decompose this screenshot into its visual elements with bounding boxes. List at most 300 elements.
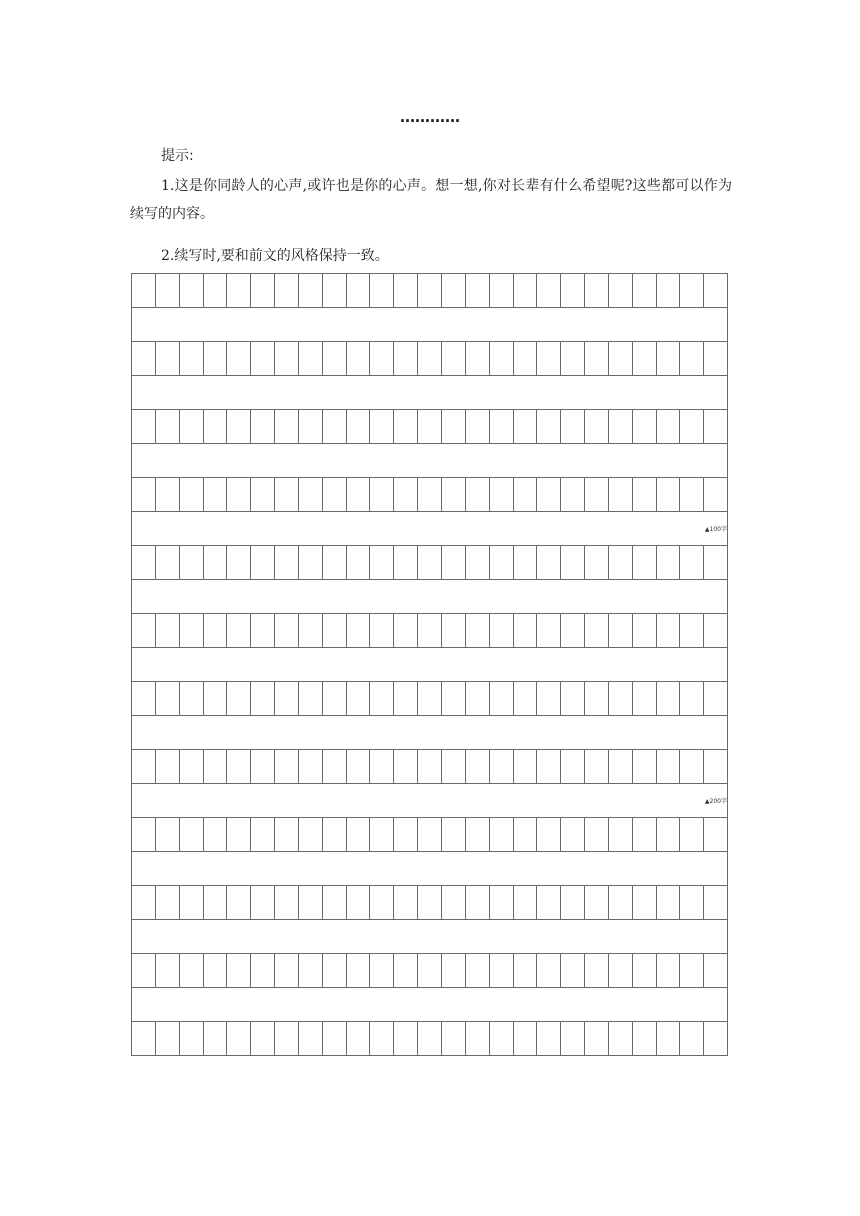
grid-cell[interactable] (275, 818, 299, 851)
grid-cell[interactable] (275, 682, 299, 715)
grid-cell[interactable] (132, 274, 156, 307)
grid-cell[interactable] (585, 750, 609, 783)
grid-cell[interactable] (299, 478, 323, 511)
grid-cell[interactable] (490, 614, 514, 647)
grid-cell[interactable] (704, 274, 728, 307)
grid-cell[interactable] (657, 954, 681, 987)
grid-cell[interactable] (418, 1022, 442, 1055)
grid-cell[interactable] (275, 342, 299, 375)
grid-cell[interactable] (680, 1022, 704, 1055)
grid-cell[interactable] (132, 954, 156, 987)
grid-cell[interactable] (180, 546, 204, 579)
grid-cell[interactable] (275, 886, 299, 919)
grid-cell[interactable] (347, 546, 371, 579)
grid-cell[interactable] (704, 478, 728, 511)
grid-cell[interactable] (370, 274, 394, 307)
grid-cell[interactable] (347, 750, 371, 783)
grid-cell[interactable] (418, 682, 442, 715)
grid-cell[interactable] (466, 546, 490, 579)
grid-cell[interactable] (561, 954, 585, 987)
grid-cell[interactable] (275, 478, 299, 511)
grid-cell[interactable] (609, 614, 633, 647)
grid-cell[interactable] (490, 818, 514, 851)
grid-cell[interactable] (370, 750, 394, 783)
grid-cell[interactable] (180, 614, 204, 647)
grid-cell[interactable] (347, 274, 371, 307)
grid-cell[interactable] (323, 954, 347, 987)
grid-cell[interactable] (418, 614, 442, 647)
grid-cell[interactable] (585, 546, 609, 579)
grid-cell[interactable] (466, 682, 490, 715)
grid-cell[interactable] (561, 342, 585, 375)
grid-cell[interactable] (227, 614, 251, 647)
grid-cell[interactable] (633, 342, 657, 375)
grid-cell[interactable] (514, 274, 538, 307)
grid-cell[interactable] (514, 886, 538, 919)
grid-cell[interactable] (466, 1022, 490, 1055)
grid-cell[interactable] (704, 682, 728, 715)
grid-cell[interactable] (132, 750, 156, 783)
grid-cell[interactable] (609, 1022, 633, 1055)
grid-cell[interactable] (251, 410, 275, 443)
grid-cell[interactable] (490, 274, 514, 307)
grid-cell[interactable] (323, 546, 347, 579)
grid-cell[interactable] (490, 546, 514, 579)
grid-cell[interactable] (370, 614, 394, 647)
grid-cell[interactable] (180, 410, 204, 443)
grid-cell[interactable] (251, 274, 275, 307)
grid-cell[interactable] (370, 682, 394, 715)
grid-cell[interactable] (323, 818, 347, 851)
grid-cell[interactable] (180, 818, 204, 851)
grid-cell[interactable] (251, 954, 275, 987)
grid-cell[interactable] (227, 750, 251, 783)
grid-cell[interactable] (156, 342, 180, 375)
grid-cell[interactable] (227, 818, 251, 851)
grid-cell[interactable] (514, 750, 538, 783)
grid-cell[interactable] (561, 614, 585, 647)
grid-cell[interactable] (227, 954, 251, 987)
grid-cell[interactable] (561, 274, 585, 307)
grid-cell[interactable] (204, 954, 228, 987)
grid-cell[interactable] (370, 478, 394, 511)
grid-cell[interactable] (633, 478, 657, 511)
grid-cell[interactable] (680, 886, 704, 919)
grid-cell[interactable] (704, 886, 728, 919)
grid-cell[interactable] (156, 1022, 180, 1055)
grid-cell[interactable] (394, 682, 418, 715)
grid-cell[interactable] (156, 546, 180, 579)
grid-cell[interactable] (466, 750, 490, 783)
grid-cell[interactable] (180, 274, 204, 307)
grid-cell[interactable] (370, 886, 394, 919)
grid-cell[interactable] (442, 682, 466, 715)
grid-cell[interactable] (204, 614, 228, 647)
grid-cell[interactable] (442, 886, 466, 919)
grid-cell[interactable] (657, 546, 681, 579)
grid-cell[interactable] (132, 886, 156, 919)
grid-cell[interactable] (585, 410, 609, 443)
grid-cell[interactable] (156, 478, 180, 511)
grid-cell[interactable] (204, 1022, 228, 1055)
grid-cell[interactable] (394, 750, 418, 783)
grid-cell[interactable] (275, 750, 299, 783)
grid-cell[interactable] (490, 1022, 514, 1055)
grid-cell[interactable] (347, 818, 371, 851)
grid-cell[interactable] (132, 614, 156, 647)
grid-cell[interactable] (227, 682, 251, 715)
grid-cell[interactable] (585, 886, 609, 919)
grid-cell[interactable] (418, 410, 442, 443)
grid-cell[interactable] (347, 886, 371, 919)
grid-cell[interactable] (609, 342, 633, 375)
grid-cell[interactable] (561, 1022, 585, 1055)
grid-cell[interactable] (490, 886, 514, 919)
grid-cell[interactable] (156, 750, 180, 783)
grid-cell[interactable] (514, 818, 538, 851)
grid-cell[interactable] (609, 954, 633, 987)
grid-cell[interactable] (514, 546, 538, 579)
grid-cell[interactable] (180, 750, 204, 783)
grid-cell[interactable] (466, 478, 490, 511)
grid-cell[interactable] (251, 546, 275, 579)
grid-cell[interactable] (657, 614, 681, 647)
grid-cell[interactable] (156, 818, 180, 851)
grid-cell[interactable] (537, 478, 561, 511)
grid-cell[interactable] (704, 546, 728, 579)
grid-cell[interactable] (394, 342, 418, 375)
grid-cell[interactable] (633, 274, 657, 307)
grid-cell[interactable] (418, 750, 442, 783)
grid-cell[interactable] (180, 342, 204, 375)
grid-cell[interactable] (680, 342, 704, 375)
grid-cell[interactable] (633, 886, 657, 919)
grid-cell[interactable] (514, 1022, 538, 1055)
grid-cell[interactable] (370, 954, 394, 987)
grid-cell[interactable] (275, 546, 299, 579)
grid-cell[interactable] (251, 478, 275, 511)
grid-cell[interactable] (633, 818, 657, 851)
grid-cell[interactable] (275, 410, 299, 443)
grid-cell[interactable] (442, 274, 466, 307)
grid-cell[interactable] (585, 818, 609, 851)
grid-cell[interactable] (680, 750, 704, 783)
grid-cell[interactable] (156, 274, 180, 307)
grid-cell[interactable] (561, 478, 585, 511)
grid-cell[interactable] (299, 750, 323, 783)
grid-cell[interactable] (251, 818, 275, 851)
grid-cell[interactable] (347, 682, 371, 715)
grid-cell[interactable] (394, 818, 418, 851)
grid-cell[interactable] (657, 274, 681, 307)
grid-cell[interactable] (680, 954, 704, 987)
grid-cell[interactable] (323, 886, 347, 919)
grid-cell[interactable] (347, 1022, 371, 1055)
grid-cell[interactable] (227, 478, 251, 511)
grid-cell[interactable] (537, 954, 561, 987)
grid-cell[interactable] (251, 682, 275, 715)
grid-cell[interactable] (418, 546, 442, 579)
grid-cell[interactable] (466, 818, 490, 851)
grid-cell[interactable] (156, 886, 180, 919)
grid-cell[interactable] (585, 274, 609, 307)
grid-cell[interactable] (490, 750, 514, 783)
grid-cell[interactable] (609, 886, 633, 919)
grid-cell[interactable] (132, 682, 156, 715)
grid-cell[interactable] (299, 342, 323, 375)
grid-cell[interactable] (394, 1022, 418, 1055)
grid-cell[interactable] (347, 614, 371, 647)
grid-cell[interactable] (394, 478, 418, 511)
grid-cell[interactable] (514, 614, 538, 647)
grid-cell[interactable] (227, 1022, 251, 1055)
grid-cell[interactable] (537, 818, 561, 851)
grid-cell[interactable] (132, 342, 156, 375)
grid-cell[interactable] (466, 410, 490, 443)
grid-cell[interactable] (442, 954, 466, 987)
grid-cell[interactable] (537, 342, 561, 375)
grid-cell[interactable] (132, 410, 156, 443)
grid-cell[interactable] (537, 546, 561, 579)
grid-cell[interactable] (347, 954, 371, 987)
grid-cell[interactable] (585, 614, 609, 647)
grid-cell[interactable] (370, 546, 394, 579)
grid-cell[interactable] (275, 274, 299, 307)
grid-cell[interactable] (204, 750, 228, 783)
grid-cell[interactable] (323, 274, 347, 307)
grid-cell[interactable] (251, 886, 275, 919)
grid-cell[interactable] (323, 750, 347, 783)
grid-cell[interactable] (466, 342, 490, 375)
grid-cell[interactable] (204, 886, 228, 919)
grid-cell[interactable] (275, 954, 299, 987)
grid-cell[interactable] (466, 954, 490, 987)
writing-grid[interactable] (131, 273, 728, 1056)
grid-cell[interactable] (609, 682, 633, 715)
grid-cell[interactable] (657, 410, 681, 443)
grid-cell[interactable] (442, 478, 466, 511)
grid-cell[interactable] (466, 614, 490, 647)
grid-cell[interactable] (299, 546, 323, 579)
grid-cell[interactable] (657, 1022, 681, 1055)
grid-cell[interactable] (132, 478, 156, 511)
grid-cell[interactable] (299, 682, 323, 715)
grid-cell[interactable] (585, 478, 609, 511)
grid-cell[interactable] (299, 954, 323, 987)
grid-cell[interactable] (561, 682, 585, 715)
grid-cell[interactable] (537, 682, 561, 715)
grid-cell[interactable] (323, 614, 347, 647)
grid-cell[interactable] (490, 478, 514, 511)
grid-cell[interactable] (609, 410, 633, 443)
grid-cell[interactable] (251, 342, 275, 375)
grid-cell[interactable] (633, 546, 657, 579)
grid-cell[interactable] (251, 1022, 275, 1055)
grid-cell[interactable] (442, 818, 466, 851)
grid-cell[interactable] (299, 614, 323, 647)
grid-cell[interactable] (657, 750, 681, 783)
grid-cell[interactable] (514, 954, 538, 987)
grid-cell[interactable] (704, 614, 728, 647)
grid-cell[interactable] (561, 886, 585, 919)
grid-cell[interactable] (680, 682, 704, 715)
grid-cell[interactable] (251, 614, 275, 647)
grid-cell[interactable] (466, 274, 490, 307)
grid-cell[interactable] (704, 954, 728, 987)
grid-cell[interactable] (680, 274, 704, 307)
grid-cell[interactable] (156, 954, 180, 987)
grid-cell[interactable] (180, 682, 204, 715)
grid-cell[interactable] (609, 274, 633, 307)
grid-cell[interactable] (442, 410, 466, 443)
grid-cell[interactable] (537, 1022, 561, 1055)
grid-cell[interactable] (442, 546, 466, 579)
grid-cell[interactable] (704, 342, 728, 375)
grid-cell[interactable] (514, 682, 538, 715)
grid-cell[interactable] (680, 478, 704, 511)
grid-cell[interactable] (132, 546, 156, 579)
grid-cell[interactable] (347, 342, 371, 375)
grid-cell[interactable] (418, 954, 442, 987)
grid-cell[interactable] (657, 886, 681, 919)
grid-cell[interactable] (323, 682, 347, 715)
grid-cell[interactable] (180, 886, 204, 919)
grid-cell[interactable] (490, 954, 514, 987)
grid-cell[interactable] (180, 954, 204, 987)
grid-cell[interactable] (227, 410, 251, 443)
grid-cell[interactable] (156, 410, 180, 443)
grid-cell[interactable] (299, 1022, 323, 1055)
grid-cell[interactable] (275, 614, 299, 647)
grid-cell[interactable] (275, 1022, 299, 1055)
grid-cell[interactable] (585, 954, 609, 987)
grid-cell[interactable] (227, 342, 251, 375)
grid-cell[interactable] (299, 818, 323, 851)
grid-cell[interactable] (418, 342, 442, 375)
grid-cell[interactable] (633, 614, 657, 647)
grid-cell[interactable] (704, 750, 728, 783)
grid-cell[interactable] (204, 818, 228, 851)
grid-cell[interactable] (585, 682, 609, 715)
grid-cell[interactable] (323, 478, 347, 511)
grid-cell[interactable] (514, 342, 538, 375)
grid-cell[interactable] (466, 886, 490, 919)
grid-cell[interactable] (537, 886, 561, 919)
grid-cell[interactable] (680, 818, 704, 851)
grid-cell[interactable] (442, 750, 466, 783)
grid-cell[interactable] (561, 546, 585, 579)
grid-cell[interactable] (609, 750, 633, 783)
grid-cell[interactable] (704, 818, 728, 851)
grid-cell[interactable] (585, 1022, 609, 1055)
grid-cell[interactable] (657, 478, 681, 511)
grid-cell[interactable] (442, 342, 466, 375)
grid-cell[interactable] (657, 818, 681, 851)
grid-cell[interactable] (514, 478, 538, 511)
grid-cell[interactable] (633, 954, 657, 987)
grid-cell[interactable] (633, 410, 657, 443)
grid-cell[interactable] (561, 818, 585, 851)
grid-cell[interactable] (442, 1022, 466, 1055)
grid-cell[interactable] (657, 342, 681, 375)
grid-cell[interactable] (370, 1022, 394, 1055)
grid-cell[interactable] (680, 546, 704, 579)
grid-cell[interactable] (680, 410, 704, 443)
grid-cell[interactable] (585, 342, 609, 375)
grid-cell[interactable] (537, 614, 561, 647)
grid-cell[interactable] (514, 410, 538, 443)
grid-cell[interactable] (251, 750, 275, 783)
grid-cell[interactable] (394, 274, 418, 307)
grid-cell[interactable] (394, 410, 418, 443)
grid-cell[interactable] (227, 886, 251, 919)
grid-cell[interactable] (394, 614, 418, 647)
grid-cell[interactable] (204, 342, 228, 375)
grid-cell[interactable] (204, 546, 228, 579)
grid-cell[interactable] (609, 546, 633, 579)
grid-cell[interactable] (561, 410, 585, 443)
grid-cell[interactable] (156, 614, 180, 647)
grid-cell[interactable] (704, 1022, 728, 1055)
grid-cell[interactable] (204, 274, 228, 307)
grid-cell[interactable] (370, 342, 394, 375)
grid-cell[interactable] (132, 1022, 156, 1055)
grid-cell[interactable] (633, 1022, 657, 1055)
grid-cell[interactable] (323, 1022, 347, 1055)
grid-cell[interactable] (347, 478, 371, 511)
grid-cell[interactable] (299, 886, 323, 919)
grid-cell[interactable] (347, 410, 371, 443)
grid-cell[interactable] (323, 410, 347, 443)
grid-cell[interactable] (680, 614, 704, 647)
grid-cell[interactable] (418, 478, 442, 511)
grid-cell[interactable] (490, 342, 514, 375)
grid-cell[interactable] (418, 274, 442, 307)
grid-cell[interactable] (418, 886, 442, 919)
grid-cell[interactable] (561, 750, 585, 783)
grid-cell[interactable] (704, 410, 728, 443)
grid-cell[interactable] (418, 818, 442, 851)
grid-cell[interactable] (299, 410, 323, 443)
grid-cell[interactable] (227, 274, 251, 307)
grid-cell[interactable] (537, 274, 561, 307)
grid-cell[interactable] (609, 818, 633, 851)
grid-cell[interactable] (180, 1022, 204, 1055)
grid-cell[interactable] (227, 546, 251, 579)
grid-cell[interactable] (537, 410, 561, 443)
grid-cell[interactable] (490, 682, 514, 715)
grid-cell[interactable] (490, 410, 514, 443)
grid-cell[interactable] (204, 682, 228, 715)
grid-cell[interactable] (370, 410, 394, 443)
grid-cell[interactable] (323, 342, 347, 375)
grid-cell[interactable] (633, 682, 657, 715)
grid-cell[interactable] (204, 478, 228, 511)
grid-cell[interactable] (156, 682, 180, 715)
grid-cell[interactable] (299, 274, 323, 307)
grid-cell[interactable] (609, 478, 633, 511)
grid-cell[interactable] (394, 954, 418, 987)
grid-cell[interactable] (370, 818, 394, 851)
grid-cell[interactable] (394, 886, 418, 919)
grid-cell[interactable] (442, 614, 466, 647)
grid-cell[interactable] (537, 750, 561, 783)
grid-cell[interactable] (394, 546, 418, 579)
grid-cell[interactable] (204, 410, 228, 443)
grid-cell[interactable] (132, 818, 156, 851)
grid-cell[interactable] (657, 682, 681, 715)
grid-cell[interactable] (633, 750, 657, 783)
